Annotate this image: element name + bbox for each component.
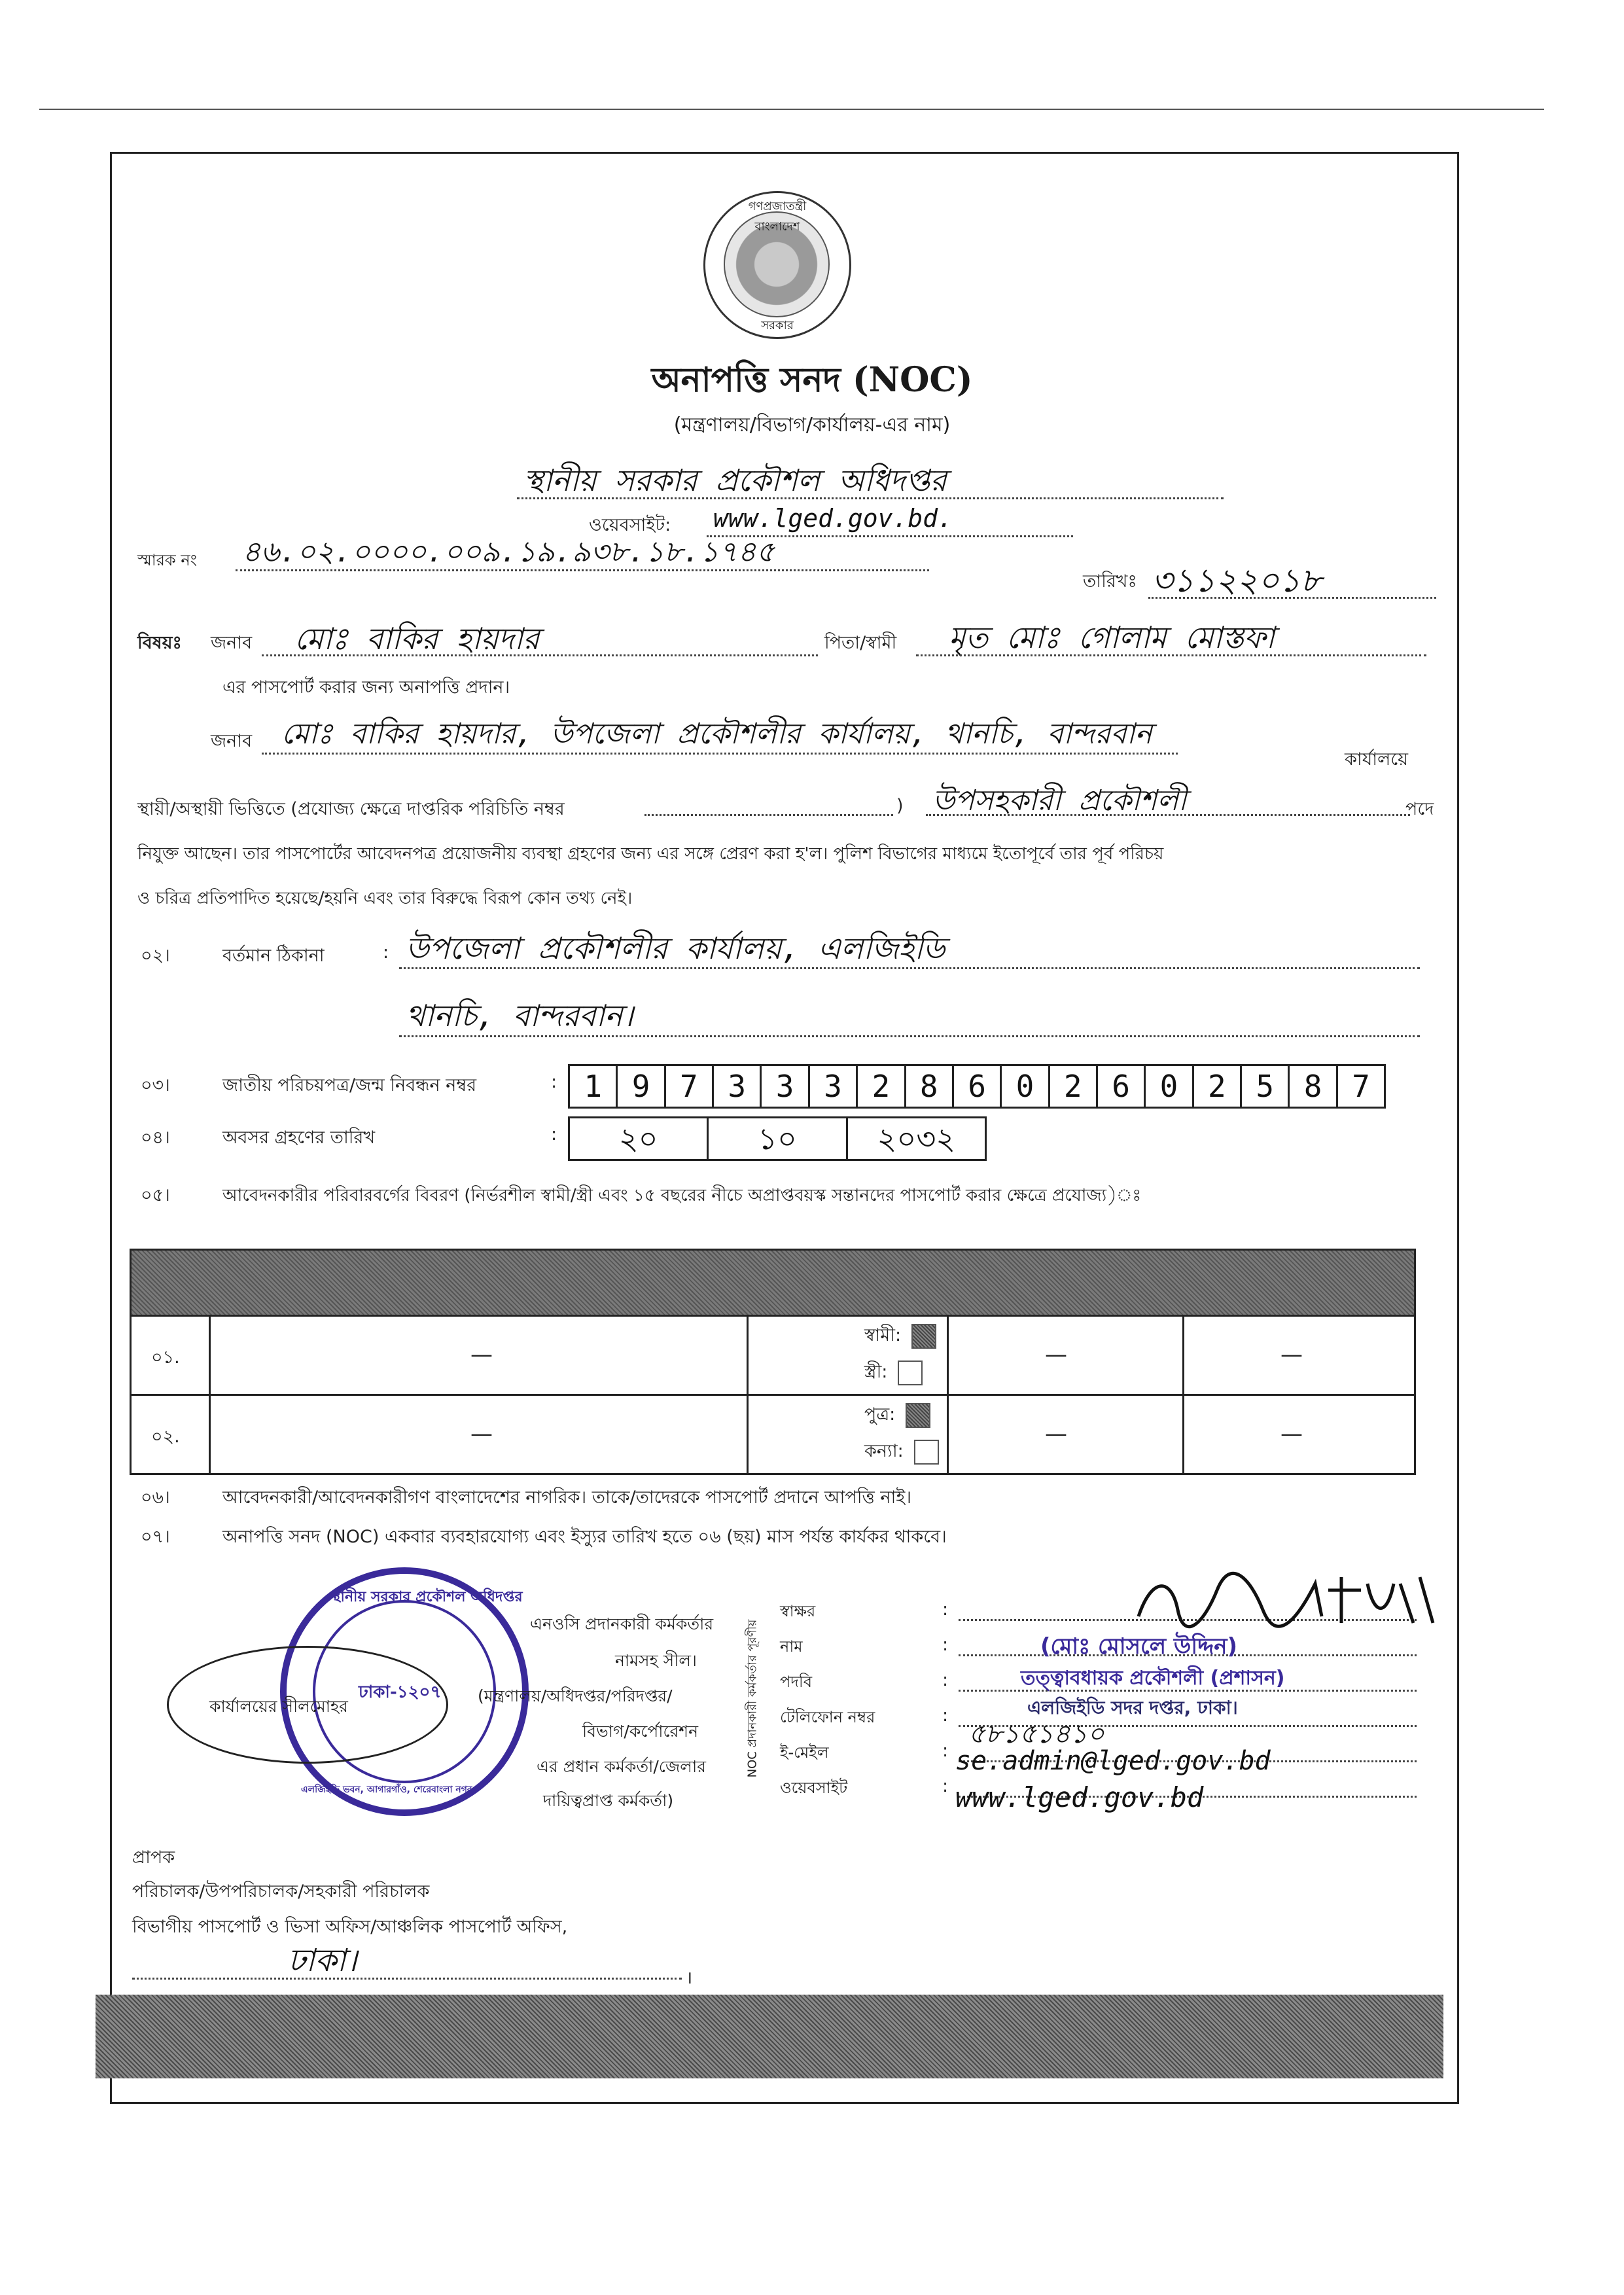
body-para-line3: নিযুক্ত আছেন। তার পাসপোর্টের আবেদনপত্র প্রয়োজনীয় ব্যবস্থা গ্রহণের জন্য এর সঙ্গে প্রেরণ করা হ'ল। পুলিশ বিভাগের মাধ্যমে ইতোপূর্বে তার পূর্ব পরিচয়: [137, 844, 1164, 864]
janab-label: জনাব: [211, 633, 253, 653]
field-designation-label: পদবি: [780, 1673, 813, 1691]
officer-office-stamp: এলজিইডি সদর দপ্তর, ঢাকা।: [1027, 1697, 1238, 1718]
item-07-number: ০৭।: [141, 1527, 170, 1547]
government-emblem: [703, 191, 851, 339]
office-seal-label: কার্যালয়ের সীলমোহর: [209, 1697, 348, 1716]
nid-digit: 7: [666, 1066, 714, 1107]
website-value: www.lged.gov.bd.: [713, 504, 953, 533]
date-label: তারিখঃ: [1083, 571, 1137, 592]
field-name-label: নাম: [780, 1637, 803, 1656]
signer-line-3: (মন্ত্রণালয়/অধিদপ্তর/পরিদপ্তর/: [478, 1686, 673, 1705]
employee-line: মোঃ বাকির হায়দার, উপজেলা প্রকৌশলীর কার্যালয়, থানচি, বান্দরবান: [281, 717, 1152, 751]
member-col4: —: [1045, 1342, 1067, 1368]
website-label: ওয়েবসাইট:: [589, 515, 671, 535]
signer-line-2: নামসহ সীল।: [615, 1651, 697, 1670]
signer-line-5: এর প্রধান কর্মকর্তা/জেলার: [537, 1757, 706, 1776]
spouse-wife-checkbox[interactable]: স্ত্রী:: [864, 1359, 923, 1388]
nid-digit: 1: [570, 1066, 618, 1107]
table-row: [132, 1396, 1414, 1473]
item-05-number: ০৫।: [141, 1185, 170, 1205]
spouse-husband-checkbox[interactable]: স্বামী:: [864, 1322, 936, 1351]
nid-digit: 7: [1352, 1069, 1370, 1104]
colon: :: [942, 1705, 949, 1726]
nid-digit: 3: [762, 1066, 809, 1107]
nid-digit: 0: [1002, 1066, 1050, 1107]
noc-vertical-note: NOC প্রদানকারী কর্মকর্তার পূরণীয়: [745, 1619, 760, 1778]
retire-date-part: ১০: [709, 1118, 847, 1159]
nid-digit-boxes: [568, 1064, 1386, 1109]
designation-suffix: পদে: [1405, 799, 1434, 819]
subject-tail: এর পাসপোর্ট করার জন্য অনাপত্তি প্রদান।: [222, 677, 510, 698]
nid-digit: 6: [954, 1066, 1002, 1107]
signer-line-6: দায়িত্বপ্রাপ্ত কর্মকর্তা): [543, 1791, 674, 1810]
member-col5: —: [1280, 1342, 1303, 1368]
father-name: মৃত মোঃ গোলাম মোস্তফা: [949, 620, 1275, 655]
father-label: পিতা/স্বামী: [824, 633, 897, 653]
memo-label: স্মারক নং: [137, 551, 197, 569]
emblem-bottom-text: সরকার: [761, 319, 794, 332]
field-phone-label: টেলিফোন নম্বর: [780, 1708, 875, 1726]
office-seal-oval: [167, 1646, 448, 1764]
colon: :: [942, 1635, 949, 1655]
member-col5: —: [1280, 1421, 1303, 1447]
nid-label: জাতীয় পরিচয়পত্র/জন্ম নিবন্ধন নম্বর: [222, 1075, 477, 1095]
round-seal-bottom: এলজিইডি ভবন, আগারগাঁও, শেরেবাংলা নগর: [301, 1785, 472, 1795]
retire-date-part: ২০৩২: [877, 1121, 956, 1156]
nid-digit: 2: [1194, 1066, 1242, 1107]
subject-label: বিষয়ঃ: [137, 633, 182, 653]
emblem-ring-text: গণপ্রজাতন্ত্রী বাংলাদেশ: [748, 200, 807, 234]
row-number: ০১.: [151, 1347, 180, 1368]
declaration-06: আবেদনকারী/আবেদনকারীগণ বাংলাদেশের নাগরিক। তাকে/তাদেরকে পাসপোর্ট প্রদানে আপত্তি নাই।: [222, 1487, 912, 1508]
recipient-city: ঢাকা।: [288, 1942, 357, 1979]
recipient-line1: পরিচালক/উপপরিচালক/সহকারী পরিচালক: [132, 1881, 430, 1902]
colon: :: [942, 1670, 949, 1690]
signer-line-4: বিভাগ/কর্পোরেশন: [582, 1722, 699, 1741]
address-line2: থানচি, বান্দরবান।: [406, 998, 633, 1033]
recipient-label: প্রাপক: [132, 1847, 175, 1868]
nid-colon: :: [551, 1072, 557, 1092]
body-para-line4: ও চরিত্র প্রতিপাদিত হয়েছে/হয়নি এবং তার বিরুদ্ধে বিরূপ কোন তথ্য নেই।: [137, 889, 633, 908]
colon: :: [942, 1741, 949, 1761]
child-daughter-checkbox[interactable]: কন্যা:: [864, 1438, 939, 1467]
document-subtitle: (মন্ত্রণালয়/বিভাগ/কার্যালয়-এর নাম): [673, 414, 951, 436]
row-number: ০২.: [151, 1427, 180, 1447]
designation: উপসহকারী প্রকৌশলী: [932, 784, 1187, 817]
field-email-label: ই-মেইল: [780, 1743, 829, 1762]
nid-digit: 5: [1242, 1066, 1290, 1107]
footer-shaded-band: [96, 1995, 1443, 2078]
item-02-number: ০২।: [141, 946, 170, 966]
retire-colon: :: [551, 1124, 557, 1145]
applicant-name: মোঃ বাকির হায়দার: [294, 621, 540, 656]
office-suffix: কার্যালয়ে: [1345, 749, 1408, 770]
round-seal-text: স্থানীয় সরকার প্রকৌশল অধিদপ্তর: [331, 1589, 523, 1605]
colon: :: [942, 1599, 949, 1620]
document-title: অনাপত্তি সনদ (NOC): [651, 360, 973, 400]
member-name: —: [470, 1421, 493, 1447]
address-label: বর্তমান ঠিকানা: [222, 946, 325, 966]
officer-designation-stamp: তত্ত্বাবধায়ক প্রকৌশলী (প্রশাসন): [1021, 1667, 1285, 1690]
family-label: আবেদনকারীর পরিবারবর্গের বিবরণ (নির্ভরশীল স্বামী/স্ত্রী এবং ১৫ বছরের নীচে অপ্রাপ্তবয়স্ক সন্তানদের পাসপোর্ট করার ক্ষেত্রে প্রযোজ্য)ঃ: [222, 1186, 1142, 1205]
family-table: [130, 1249, 1416, 1475]
nid-digit: 3: [714, 1066, 762, 1107]
nid-digit: 3: [810, 1066, 858, 1107]
office-name: স্থানীয় সরকার প্রকৌশল অধিদপ্তর: [523, 463, 947, 498]
nid-digit: 8: [906, 1066, 954, 1107]
nid-digit: 2: [1050, 1066, 1098, 1107]
officer-name-stamp: (মোঃ মোসলে উদ্দিন): [1040, 1633, 1238, 1660]
nid-digit: 0: [1146, 1066, 1193, 1107]
recipient-line2: বিভাগীয় পাসপোর্ট ও ভিসা অফিস/আঞ্চলিক পাসপোর্ট অফিস,: [132, 1917, 568, 1937]
item-03-number: ০৩।: [141, 1075, 170, 1095]
table-row: [132, 1317, 1414, 1396]
date-value: ৩১১২২০১৮: [1152, 561, 1322, 599]
round-seal-center: ঢাকা-১২০৭: [359, 1682, 442, 1702]
declaration-07: অনাপত্তি সনদ (NOC) একবার ব্যবহারযোগ্য এবং ইস্যুর তারিখ হতে ০৬ (ছয়) মাস পর্যন্ত কার্যকর থাকবে।: [222, 1527, 947, 1547]
member-col4: —: [1045, 1421, 1067, 1447]
field-sign-label: স্বাক্ষর: [780, 1602, 816, 1620]
nid-digit: 6: [1098, 1066, 1146, 1107]
memo-number: ৪৬.০২.০০০০.০০৯.১৯.৯৩৮.১৮.১৭৪৫: [242, 535, 775, 569]
retire-label: অবসর গ্রহণের তারিখ: [222, 1128, 376, 1148]
family-table-header: [132, 1251, 1414, 1317]
officer-signature: [1125, 1564, 1466, 1636]
phone-value: ৫৮১৫১৪১০: [968, 1719, 1104, 1749]
retire-date-part: ২০: [570, 1118, 709, 1159]
colon: :: [942, 1776, 949, 1796]
member-name: —: [470, 1342, 493, 1368]
nid-digit: 2: [858, 1066, 906, 1107]
item-04-number: ০৪।: [141, 1128, 170, 1148]
field-website-label: ওয়েবসাইট: [780, 1779, 848, 1797]
nid-digit: 9: [618, 1066, 665, 1107]
recipient-end: ।: [686, 1968, 693, 1988]
signer-line-1: এনওসি প্রদানকারী কর্মকর্তার: [530, 1614, 714, 1633]
top-rule: [39, 109, 1544, 110]
address-colon: :: [383, 942, 389, 963]
janab2-label: জনাব: [211, 731, 253, 751]
email-value: se.admin@lged.gov.bd: [955, 1746, 1271, 1776]
body-line2-close: ): [896, 796, 904, 816]
item-06-number: ০৬।: [141, 1487, 170, 1508]
retire-date-boxes: [568, 1116, 987, 1161]
child-son-checkbox[interactable]: পুত্র:: [864, 1401, 930, 1431]
body-line2: স্থায়ী/অস্থায়ী ভিত্তিতে (প্রযোজ্য ক্ষেত্রে দাপ্তরিক পরিচিতি নম্বর: [137, 799, 565, 819]
nid-digit: 8: [1290, 1066, 1337, 1107]
website-handwritten: www.lged.gov.bd: [955, 1781, 1204, 1813]
address-line1: উপজেলা প্রকৌশলীর কার্যালয়, এলজিইডি: [406, 931, 945, 966]
